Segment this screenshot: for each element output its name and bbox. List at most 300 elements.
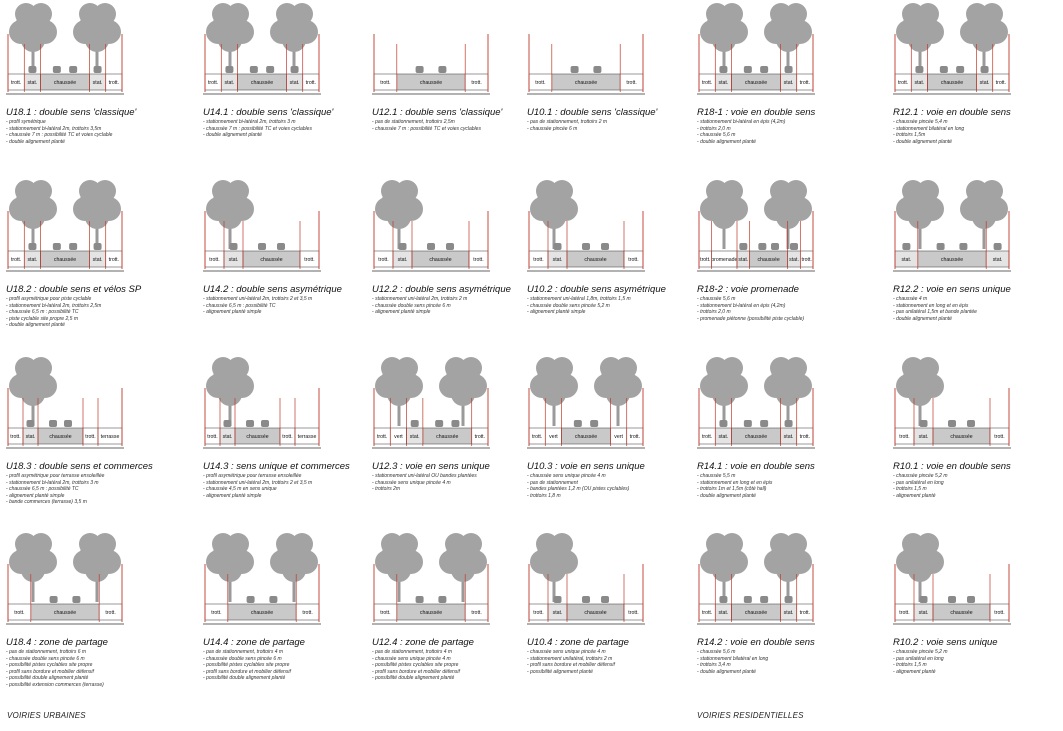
car-icon [72, 596, 80, 603]
profile-title: U14.2 : double sens asymétrique [203, 284, 342, 295]
tree-icon [9, 357, 57, 426]
band-label: chaussée [744, 434, 768, 440]
band-label: stat. [92, 257, 103, 263]
band-label: stat. [409, 434, 420, 440]
profile-title: U10.1 : double sens 'classique' [527, 107, 658, 118]
band-label: chaussée [940, 80, 964, 86]
band-label: trott. [85, 434, 96, 440]
car-icon [69, 243, 77, 250]
note-line: - trottoirs 3,4 m [697, 662, 768, 669]
band-label: chaussée [744, 610, 768, 616]
band-label: trott. [10, 80, 22, 86]
cross-section-drawing [893, 372, 1011, 460]
note-line: - double alignement planté [697, 493, 772, 500]
note-line: - trottoirs 1,8 m [527, 493, 629, 500]
cross-section-drawing [203, 195, 321, 283]
car-icon [69, 66, 77, 73]
band-label: trott. [473, 257, 484, 263]
car-icon [49, 420, 57, 427]
band-label: trott. [108, 80, 120, 86]
note-line: - trottoirs 1,5 m [893, 662, 947, 669]
note-line: - pas de stationnement [527, 480, 629, 487]
band-label: trott. [471, 610, 482, 616]
band-label: trott. [535, 80, 546, 86]
tree-icon [896, 357, 944, 426]
note-line: - possibilité alignement planté [527, 669, 615, 676]
band-label: chaussée [574, 434, 598, 440]
note-line: - piste cyclable site propre 2,5 m [6, 316, 101, 323]
band-label: chaussée [49, 434, 72, 440]
cross-section-drawing [893, 195, 1011, 283]
cross-section-drawing [203, 372, 321, 460]
profile-title: U10.4 : zone de partage [527, 637, 629, 648]
profile-notes [697, 473, 772, 499]
car-icon [261, 420, 269, 427]
car-icon [760, 420, 768, 427]
band-label: trott. [533, 257, 544, 263]
band-label: trott. [628, 610, 639, 616]
band-label: chaussée [744, 80, 768, 86]
band-label: trott. [304, 257, 315, 263]
note-line: - chaussée double sens pincée 6 m [372, 303, 467, 310]
car-icon [50, 596, 58, 603]
band-label: stat. [992, 257, 1003, 263]
tree-icon [530, 533, 578, 602]
band-label: trott. [380, 610, 391, 616]
car-icon [601, 596, 609, 603]
car-icon [739, 243, 747, 250]
tree-icon [270, 3, 318, 72]
band-label: trott. [471, 80, 482, 86]
note-line: - alignement planté simple [372, 309, 467, 316]
band-label: chaussée [584, 610, 607, 616]
note-line: - chaussée 4,5 m en sens unique [203, 486, 312, 493]
note-line: - profil asymétrique pour terrasse ensoleillée [6, 473, 104, 480]
profile-title: U14.3 : sens unique et commerces [203, 461, 350, 472]
car-icon [574, 420, 582, 427]
profile-title: U12.4 : zone de partage [372, 637, 474, 648]
note-line: - alignement planté simple [6, 493, 104, 500]
tree-icon [375, 533, 423, 602]
profile-title: R18-1 : voie en double sens [697, 107, 816, 118]
cross-section-drawing [527, 18, 645, 106]
note-line: - chaussée 5,6 m [697, 132, 785, 139]
band-label: chaussée [757, 257, 780, 263]
note-line: - chaussée 7 m : possibilité TC et voies cyclables [372, 126, 481, 133]
profile-notes [372, 296, 467, 316]
tree-icon [700, 357, 748, 426]
tree-icon [9, 533, 57, 602]
car-icon [760, 66, 768, 73]
note-line: - stationnement uni-latéral 2m, trottoirs 2 m [372, 296, 467, 303]
cross-section-drawing [372, 18, 490, 106]
profile-title: U18.3 : double sens et commerces [6, 461, 153, 472]
band-label: stat. [914, 80, 925, 86]
note-line: - possibilité pistes cyclables site propre [203, 662, 291, 669]
car-icon [719, 66, 727, 73]
note-line: - stationnement bi-latéral en épis (4,2m) [697, 119, 785, 126]
tree-icon [73, 3, 121, 72]
car-icon [291, 66, 299, 73]
cross-section-drawing [697, 372, 815, 460]
profile-title: R14.2 : voie en double sens [697, 637, 815, 648]
band-label: terrasse [297, 434, 317, 440]
car-icon [719, 420, 727, 427]
band-label: stat. [783, 80, 794, 86]
car-icon [593, 66, 601, 73]
note-line: - double alignement planté [697, 669, 768, 676]
band-label: stat. [783, 434, 794, 440]
band-label: trott. [207, 434, 218, 440]
profile-title: R14.1 : voie en double sens [697, 461, 815, 472]
note-line: - chaussée pincée 6 m [527, 126, 607, 133]
note-line: - alignement planté [893, 493, 947, 500]
note-line: - pas de stationnement, trottoirs 2,5m [372, 119, 481, 126]
note-line: - trottoirs 2,0 m [697, 126, 785, 133]
note-line: - trottoirs 2m [372, 486, 477, 493]
note-line: - stationnement bi-latéral 2m, trottoirs 3 m [203, 119, 312, 126]
note-line: - profil asymétrique pour piste cyclable [6, 296, 101, 303]
tree-icon [960, 3, 1008, 72]
profile-title: U14.1 : double sens 'classique' [203, 107, 334, 118]
band-label: trott. [995, 80, 1007, 86]
note-line: - bandes plantées 1,2 m (OU pistes cyclables) [527, 486, 629, 493]
profile-title: U12.2 : double sens asymétrique [372, 284, 511, 295]
car-icon [94, 243, 102, 250]
band-label: stat. [289, 80, 300, 86]
car-icon [948, 596, 956, 603]
section-label-residentielles: VOIRIES RESIDENTIELLES [697, 711, 804, 720]
band-label: chaussée [574, 80, 598, 86]
band-label: trott. [628, 257, 639, 263]
profile-title: U14.4 : zone de partage [203, 637, 305, 648]
band-label: trott. [799, 80, 811, 86]
band-label: trott. [10, 257, 22, 263]
cross-section-drawing [372, 548, 490, 636]
profile-notes [6, 119, 112, 145]
tree-icon [206, 357, 254, 426]
note-line: - stationnement bi-latéral en épis (4,2m) [697, 303, 804, 310]
tree-icon [896, 533, 944, 602]
band-label: trott. [305, 80, 317, 86]
note-line: - alignement planté simple [527, 309, 631, 316]
car-icon [225, 66, 233, 73]
band-label: chaussée [53, 257, 77, 263]
note-line: - profil sans bordure et mobilier défensif [372, 669, 460, 676]
tree-icon [73, 180, 121, 249]
car-icon [920, 596, 928, 603]
band-label: stat. [738, 257, 749, 263]
profile-title: U12.3 : voie en sens unique [372, 461, 490, 472]
car-icon [416, 596, 424, 603]
band-label: chaussée [950, 610, 973, 616]
car-icon [915, 66, 923, 73]
profile-title: R12.1 : voie en double sens [893, 107, 1011, 118]
note-line: - chaussée 6,5 m : possibilité TC [203, 303, 312, 310]
band-label: stat. [27, 257, 38, 263]
band-label: chaussée [53, 610, 77, 616]
note-line: - profil symétrique [6, 119, 112, 126]
note-line: - chaussée pincée 5,4 m [893, 119, 964, 126]
band-label: trott. [626, 80, 637, 86]
note-line: - trottoirs 2,0 m [697, 309, 804, 316]
band-label: stat. [224, 80, 235, 86]
tree-icon [206, 180, 254, 249]
car-icon [451, 420, 459, 427]
tree-icon [375, 357, 423, 426]
tree-icon [439, 533, 487, 602]
band-label: stat. [397, 257, 408, 263]
band-label: trott. [799, 610, 811, 616]
car-icon [571, 66, 579, 73]
band-label: chaussée [250, 80, 274, 86]
band-label: stat. [789, 257, 799, 263]
band-label: trott. [10, 434, 21, 440]
band-label: stat. [552, 257, 563, 263]
band-label: vert [394, 434, 403, 440]
profile-title: R18-2 : voie promenade [697, 284, 799, 295]
car-icon [94, 66, 102, 73]
profile-title: U18.1 : double sens 'classique' [6, 107, 137, 118]
car-icon [446, 243, 454, 250]
car-icon [27, 420, 35, 427]
note-line: - pas de stationnement, trottoirs 2 m [527, 119, 607, 126]
cross-section-drawing [893, 18, 1011, 106]
band-label: trott. [211, 610, 222, 616]
tree-icon [206, 533, 254, 602]
cross-section-drawing [203, 548, 321, 636]
band-label: trott. [994, 610, 1005, 616]
car-icon [427, 243, 435, 250]
cross-section-drawing [6, 372, 124, 460]
note-line: - stationnement uni-latéral 2m, trottoirs 2 et 3,5 m [203, 480, 312, 487]
car-icon [790, 243, 798, 250]
note-line: - possibilité double alignement planté [372, 675, 460, 682]
note-line: - stationnement bi-latéral 2m, trottoirs 2,5m [6, 303, 101, 310]
note-line: - trottoirs 1m et 1,5m (côté hall) [697, 486, 772, 493]
profile-notes [697, 296, 804, 322]
band-label: chaussée [260, 257, 283, 263]
profile-title: R10.2 : voie sens unique [893, 637, 998, 648]
band-label: trott. [380, 80, 391, 86]
profile-title: U18.4 : zone de partage [6, 637, 108, 648]
cross-section-drawing [6, 195, 124, 283]
note-line: - trottoirs 1,5m [893, 132, 964, 139]
band-label: chaussée [940, 257, 964, 263]
car-icon [785, 66, 793, 73]
note-line: - promenade piétonne (possibilité piste cyclable) [697, 316, 804, 323]
car-icon [250, 66, 258, 73]
cross-section-drawing [697, 195, 815, 283]
band-label: trott. [531, 434, 543, 440]
cross-section-drawing [527, 548, 645, 636]
note-line: - possibilité pistes cyclables site propre [372, 662, 460, 669]
band-label: trott. [701, 80, 713, 86]
car-icon [760, 596, 768, 603]
note-line: - chaussée 5,6 m [697, 296, 804, 303]
note-line: - alignement planté [893, 669, 947, 676]
car-icon [266, 66, 274, 73]
car-icon [956, 66, 964, 73]
cross-section-drawing [527, 195, 645, 283]
car-icon [438, 66, 446, 73]
profile-title: R12.2 : voie en sens unique [893, 284, 1011, 295]
car-icon [64, 420, 72, 427]
profile-notes [203, 473, 312, 499]
profile-notes [697, 119, 785, 145]
band-label: trott. [899, 610, 910, 616]
car-icon [948, 420, 956, 427]
profile-notes [6, 473, 104, 506]
band-label: stat. [783, 610, 794, 616]
profile-notes [893, 473, 947, 499]
car-icon [230, 243, 238, 250]
profile-notes [203, 119, 312, 139]
band-label: chaussée [419, 610, 443, 616]
band-label: trott. [801, 257, 812, 263]
tree-icon [700, 180, 748, 249]
band-label: vert [549, 434, 558, 440]
car-icon [785, 420, 793, 427]
tree-icon [530, 180, 578, 249]
profile-title: R10.1 : voie en double sens [893, 461, 1011, 472]
band-label: chaussée [419, 80, 443, 86]
tree-icon [700, 3, 748, 72]
band-label: stat. [92, 80, 103, 86]
band-label: stat. [718, 434, 729, 440]
band-label: chaussée [584, 257, 607, 263]
car-icon [246, 420, 254, 427]
cross-section-drawing [203, 18, 321, 106]
tree-icon [764, 3, 812, 72]
note-line: - possibilité pistes cyclables site propre [6, 662, 104, 669]
band-label: chaussée [250, 610, 274, 616]
note-line: - stationnement bi-latéral 2m, trottoirs 3 m [6, 480, 104, 487]
profile-title: U12.1 : double sens 'classique' [372, 107, 503, 118]
car-icon [758, 243, 766, 250]
note-line: - chaussée sens unique pincée 4 m [527, 649, 615, 656]
note-line: - stationnement uni-latéral 1,8m, trottoirs 1,5 m [527, 296, 631, 303]
note-line: - stationnement en long et en épis [697, 480, 772, 487]
cross-section-drawing [6, 18, 124, 106]
note-line: - chaussée double sens pincée 6 m [6, 656, 104, 663]
note-line: - profil sans bordure et mobilier défensif [527, 662, 615, 669]
car-icon [416, 66, 424, 73]
profile-notes [372, 119, 481, 132]
tree-icon [9, 3, 57, 72]
car-icon [277, 243, 285, 250]
note-line: - chaussée pincée 5,2 m [893, 649, 947, 656]
band-label: trott. [994, 434, 1005, 440]
band-label: trott. [282, 434, 293, 440]
band-label: trott. [302, 610, 313, 616]
profile-title: U10.3 : voie en sens unique [527, 461, 645, 472]
cross-section-drawing [372, 372, 490, 460]
car-icon [53, 243, 61, 250]
section-label-urbaines: VOIRIES URBAINES [7, 711, 86, 720]
band-label: trott. [207, 80, 219, 86]
tree-icon [439, 357, 487, 426]
tree-icon [896, 180, 944, 249]
tree-icon [594, 357, 642, 426]
band-label: stat. [25, 434, 36, 440]
car-icon [940, 66, 948, 73]
car-icon [744, 596, 752, 603]
band-label: stat. [918, 610, 929, 616]
car-icon [53, 66, 61, 73]
tree-icon [700, 533, 748, 602]
note-line: - possibilité double alignement planté [203, 675, 291, 682]
note-line: - profil asymétrique pour terrasse ensoleillée [203, 473, 312, 480]
car-icon [258, 243, 266, 250]
car-icon [28, 243, 36, 250]
profile-notes [697, 649, 768, 675]
car-icon [247, 596, 255, 603]
note-line: - pas unilatéral en long [893, 480, 947, 487]
note-line: - chaussée 7 m : possibilité TC et voies cyclable [6, 132, 112, 139]
note-line: - profil sans bordure et mobilier défensif [203, 669, 291, 676]
cross-section-drawing [697, 548, 815, 636]
note-line: - pas de stationnement, trottoirs 4 m [372, 649, 460, 656]
profile-title: U10.2 : double sens asymétrique [527, 284, 666, 295]
car-icon [435, 420, 443, 427]
band-label: vert [614, 434, 623, 440]
tree-icon [375, 180, 423, 249]
cross-section-drawing [893, 548, 1011, 636]
car-icon [269, 596, 277, 603]
note-line: - double alignement planté [203, 132, 312, 139]
band-label: trott. [897, 80, 909, 86]
profile-notes [527, 296, 631, 316]
band-label: stat. [918, 434, 929, 440]
note-line: - profil sans bordure et mobilier défensif [6, 669, 104, 676]
tree-icon [270, 533, 318, 602]
car-icon [994, 243, 1002, 250]
band-label: trott. [209, 257, 220, 263]
note-line: - chaussée 4 m [893, 296, 977, 303]
profile-title: U18.2 : double sens et vélos SP [6, 284, 142, 295]
note-line: - chaussée 5,5 m [697, 473, 772, 480]
cross-section-drawing [6, 548, 124, 636]
note-line: - stationnement bi-latéral 2m, trottoirs 3,5m [6, 126, 112, 133]
band-label: stat. [27, 80, 38, 86]
note-line: - pas unilatéral 1,5m et bande plantée [893, 309, 977, 316]
band-label: trott. [378, 257, 389, 263]
car-icon [719, 596, 727, 603]
note-line: - chaussée double sens pincée 6 m [203, 656, 291, 663]
note-line: - stationnement uni-latéral 2m, trottoirs 2 et 3,5 m [203, 296, 312, 303]
car-icon [582, 596, 590, 603]
note-line: - stationnement bilatéral en long [893, 126, 964, 133]
cross-section-drawing [372, 195, 490, 283]
profile-notes [527, 119, 607, 132]
tree-icon [764, 357, 812, 426]
note-line: - possibilité extension commerces (terrasse) [6, 682, 104, 689]
car-icon [582, 243, 590, 250]
note-line: - double alignement planté [893, 139, 964, 146]
note-line: - possibilité double alignement planté [6, 675, 104, 682]
band-label: chaussée [436, 434, 459, 440]
car-icon [959, 243, 967, 250]
car-icon [981, 66, 989, 73]
band-label: stat. [228, 257, 239, 263]
band-label: stat. [901, 257, 912, 263]
car-icon [744, 420, 752, 427]
band-label: trott. [701, 434, 713, 440]
band-label: stat. [552, 610, 563, 616]
band-label: chaussée [950, 434, 973, 440]
band-label: stat. [979, 80, 990, 86]
